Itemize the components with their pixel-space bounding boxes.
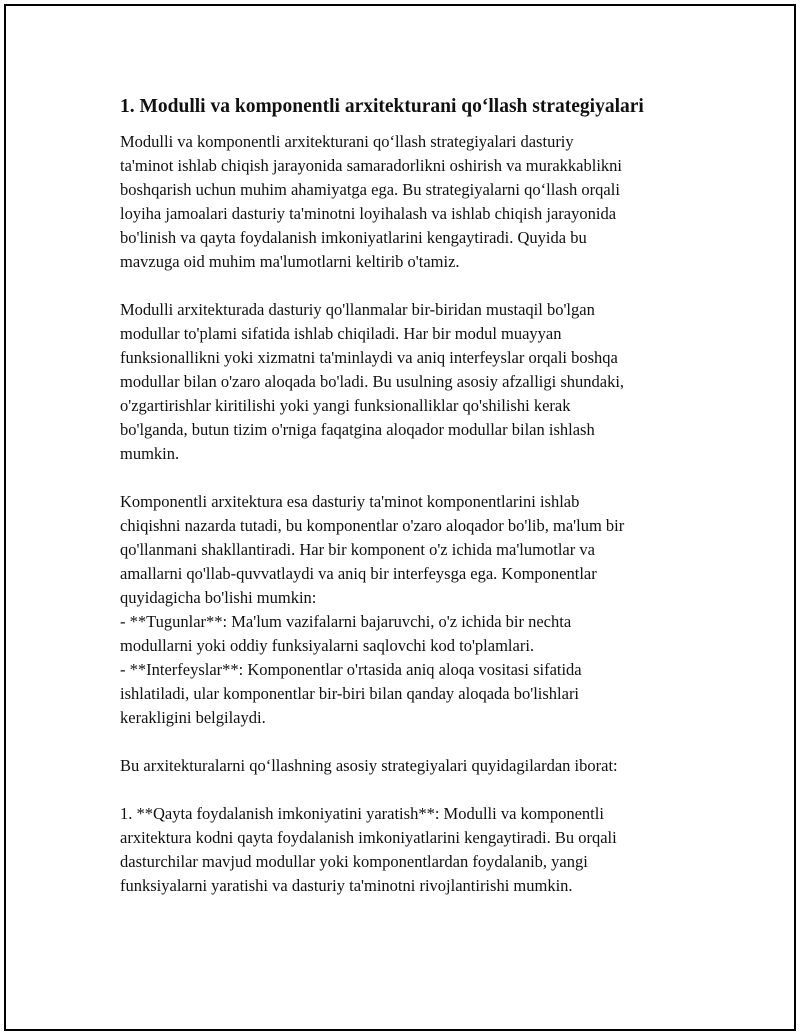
document-title: 1. Modulli va komponentli arxitekturani qo‘llash strategiyalari [120,96,644,117]
text-line: - **Interfeyslar**: Komponentlar o'rtasida aniq aloqa vositasi sifatida [120,660,582,679]
text-line: ishlatiladi, ular komponentlar bir-biri bilan qanday aloqada bo'lishlari [120,684,580,703]
paragraph [120,130,700,274]
text-line: bo'lganda, butun tizim o'rniga faqatgina aloqador modullar bilan ishlash [120,420,595,439]
text-line: kerakligini belgilaydi. [120,708,266,727]
paragraph [120,802,700,898]
text-line: Komponentli arxitektura esa dasturiy ta'minot komponentlarini ishlab [120,492,580,511]
text-line: modullar bilan o'zaro aloqada bo'ladi. Bu usulning asosiy afzalligi shundaki, [120,372,625,391]
text-line: amallarni qo'llab-quvvatlaydi va aniq bir interfeysga ega. Komponentlar [120,564,597,583]
document-body [120,94,700,922]
text-line: o'zgartirishlar kiritilishi yoki yangi funksionalliklar qo'shilishi kerak [120,396,571,415]
text-line: ta'minot ishlab chiqish jarayonida samaradorlikni oshirish va murakkablikni [120,156,622,175]
text-line: Modulli arxitekturada dasturiy qo'llanmalar bir-biridan mustaqil bo'lgan [120,300,595,319]
text-line: loyiha jamoalari dasturiy ta'minotni loyihalash va ishlab chiqish jarayonida [120,204,617,223]
document-page [4,4,796,1031]
text-line: Bu arxitekturalarni qo‘llashning asosiy strategiyalari quyidagilardan iborat: [120,756,618,775]
text-line: qo'llanmani shakllantiradi. Har bir komponent o'z ichida ma'lumotlar va [120,540,595,559]
text-line: chiqishni nazarda tutadi, bu komponentlar o'zaro aloqador bo'lib, ma'lum bir [120,516,625,535]
text-line: - **Tugunlar**: Ma'lum vazifalarni bajaruvchi, o'z ichida bir nechta [120,612,572,631]
paragraph [120,490,700,730]
text-line: modullarni yoki oddiy funksiyalarni saqlovchi kod to'plamlari. [120,636,535,655]
paragraph [120,754,700,778]
text-line: 1. **Qayta foydalanish imkoniyatini yaratish**: Modulli va komponentli [120,804,604,823]
paragraph-list [120,130,700,898]
text-line: modullar to'plami sifatida ishlab chiqiladi. Har bir modul muayyan [120,324,562,343]
text-line: boshqarish uchun muhim ahamiyatga ega. Bu strategiyalarni qo‘llash orqali [120,180,620,199]
text-line: arxitektura kodni qayta foydalanish imkoniyatlarini kengaytiradi. Bu orqali [120,828,617,847]
text-line: funksiyalarni yaratishi va dasturiy ta'minotni rivojlantirishi mumkin. [120,876,573,895]
text-line: mavzuga oid muhim ma'lumotlarni keltirib o'tamiz. [120,252,460,271]
paragraph [120,298,700,466]
text-line: Modulli va komponentli arxitekturani qo‘llash strategiyalari dasturiy [120,132,574,151]
text-line: bo'linish va qayta foydalanish imkoniyatlarini kengaytiradi. Quyida bu [120,228,587,247]
text-line: funksionallikni yoki xizmatni ta'minlaydi va aniq interfeyslar orqali boshqa [120,348,618,367]
text-line: mumkin. [120,444,180,463]
text-line: dasturchilar mavjud modullar yoki komponentlardan foydalanib, yangi [120,852,588,871]
text-line: quyidagicha bo'lishi mumkin: [120,588,317,607]
